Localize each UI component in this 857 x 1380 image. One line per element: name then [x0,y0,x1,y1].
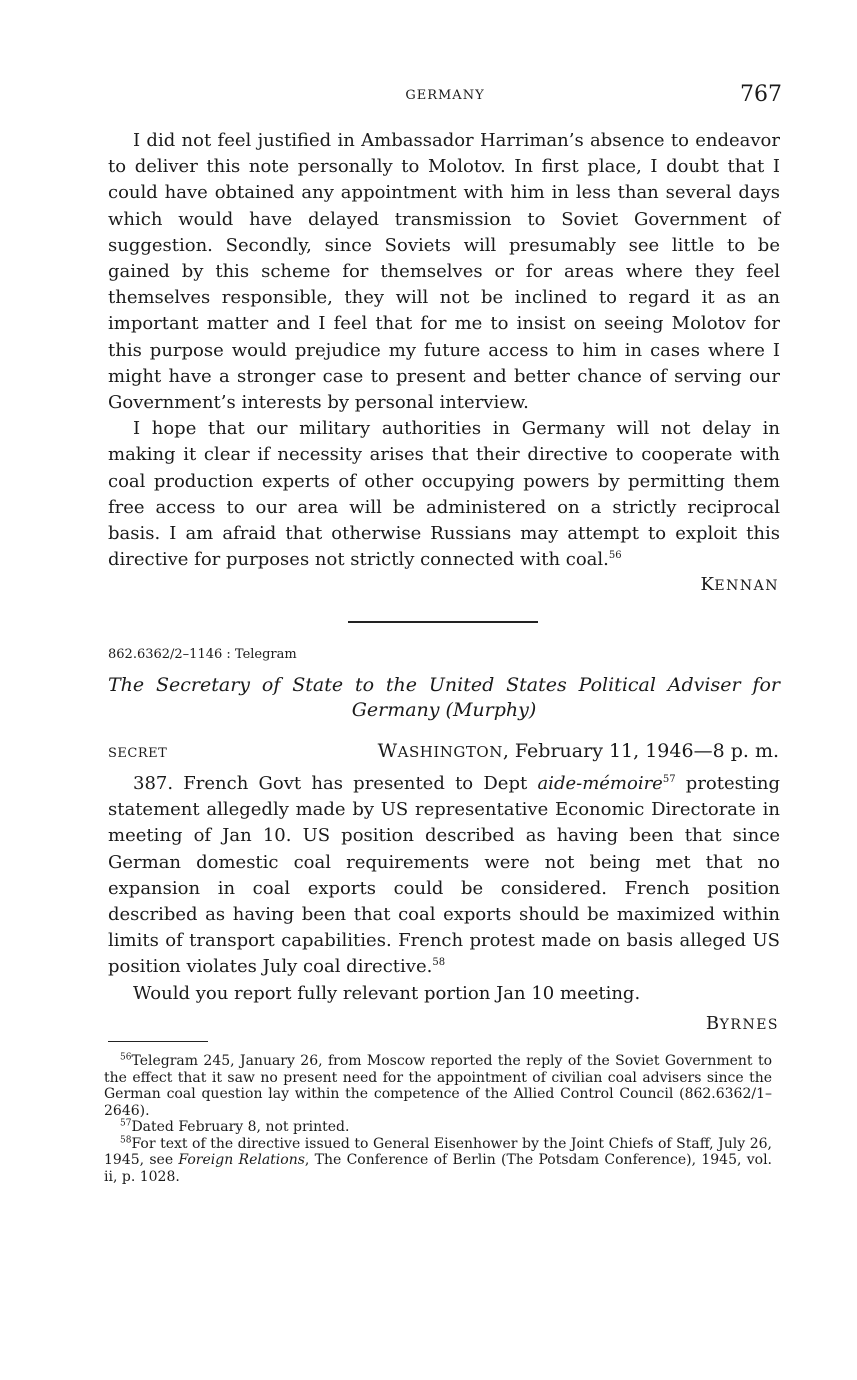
signature-kennan: KENNAN [700,574,779,595]
dateline [378,740,779,762]
telegram-paragraph-2: Would you report fully relevant portion Jan 10 meeting. [133,982,641,1004]
dateline-place: WASHINGTON [377,740,503,762]
page-number: 767 [740,82,782,107]
aide-memoire-term: aide-mémoire [537,773,663,794]
footnote-57: $^{57}$Dated February 8, not printed. [120,1118,350,1135]
classification-label: SECRET [108,746,168,761]
footnote-56: $^{56}$Telegram 245, January 26, from Moscow reported the reply of the Soviet Government to the effect that it saw no present need for the appointment of civilian coal advisers since the German coal question lay within the competence of the Allied Control Council (862.6362/1–2646). [104,1052,772,1119]
letter-body [108,128,780,573]
footnotes [104,1053,772,1185]
section-divider [348,621,538,623]
signature-byrnes: BYRNES [705,1013,779,1034]
telegram-paragraph-1: 387. French Govt has presented to Dept aide-mémoire$^{57}$ protesting statement allegedly made by US representative Economic Directorate in meeting of Jan 10. US position described as having been that since German domestic coal requirements were not being met that no expansion in coal exports could be considered. French position described as having been that coal exports should be maximized within limits of transport capabilities. French protest made on basis alleged US position violates July coal directive.$^{58}$ [108,773,780,978]
running-title: GERMANY [405,88,485,103]
running-head [108,82,782,112]
footnote-ref-56: 56 [608,550,622,562]
telegram-body [108,771,780,1007]
footnote-ref-57: 57 [662,774,676,785]
dateline-date: , February 11, 1946—8 p. m. [502,740,779,762]
document-title: The Secretary of State to the United States Political Adviser for Germany (Murphy) [108,674,780,721]
letter-paragraph-1: I did not feel justified in Ambassador Harriman’s absence to endeavor to deliver this note personally to Molotov. In first place, I doubt that I could have obtained any appointment with him in less than several days which would have delayed transmission to Soviet Government of suggestion. Secondly, since Soviets will presumably see little to be gained by this scheme for themselves or for areas where they feel themselves responsible, they will not be inclined to regard it as an important matter and I feel that for me to insist on seeing Molotov for this purpose would prejudice my future access to him in cases where I might have a stronger case to present and better chance of serving our Government’s interests by personal interview. [108,130,780,414]
footnote-58: $^{58}$For text of the directive issued to General Eisenhower by the Joint Chiefs of Staff, July 26, 1945, see Foreign Relations, The Conference of Berlin (The Potsdam Conference), 1945, vol. ii, p. 1028. [104,1134,773,1185]
letter-paragraph-2-text: I hope that our military authorities in Germany will not delay in making it clear if necessity arises that their directive to cooperate with coal production experts of other occupying powers by permitting them free access to our area will be administered on a strictly reciprocal basis. I am afraid that otherwise Russians may attempt to exploit this directive for purposes not strictly connected with coal. [108,418,780,571]
letter-paragraph-2 [108,416,780,573]
file-reference: 862.6362/2–1146 : Telegram [108,647,297,662]
footnote-ref-58: 58 [432,957,446,969]
footnote-rule [108,1041,208,1042]
